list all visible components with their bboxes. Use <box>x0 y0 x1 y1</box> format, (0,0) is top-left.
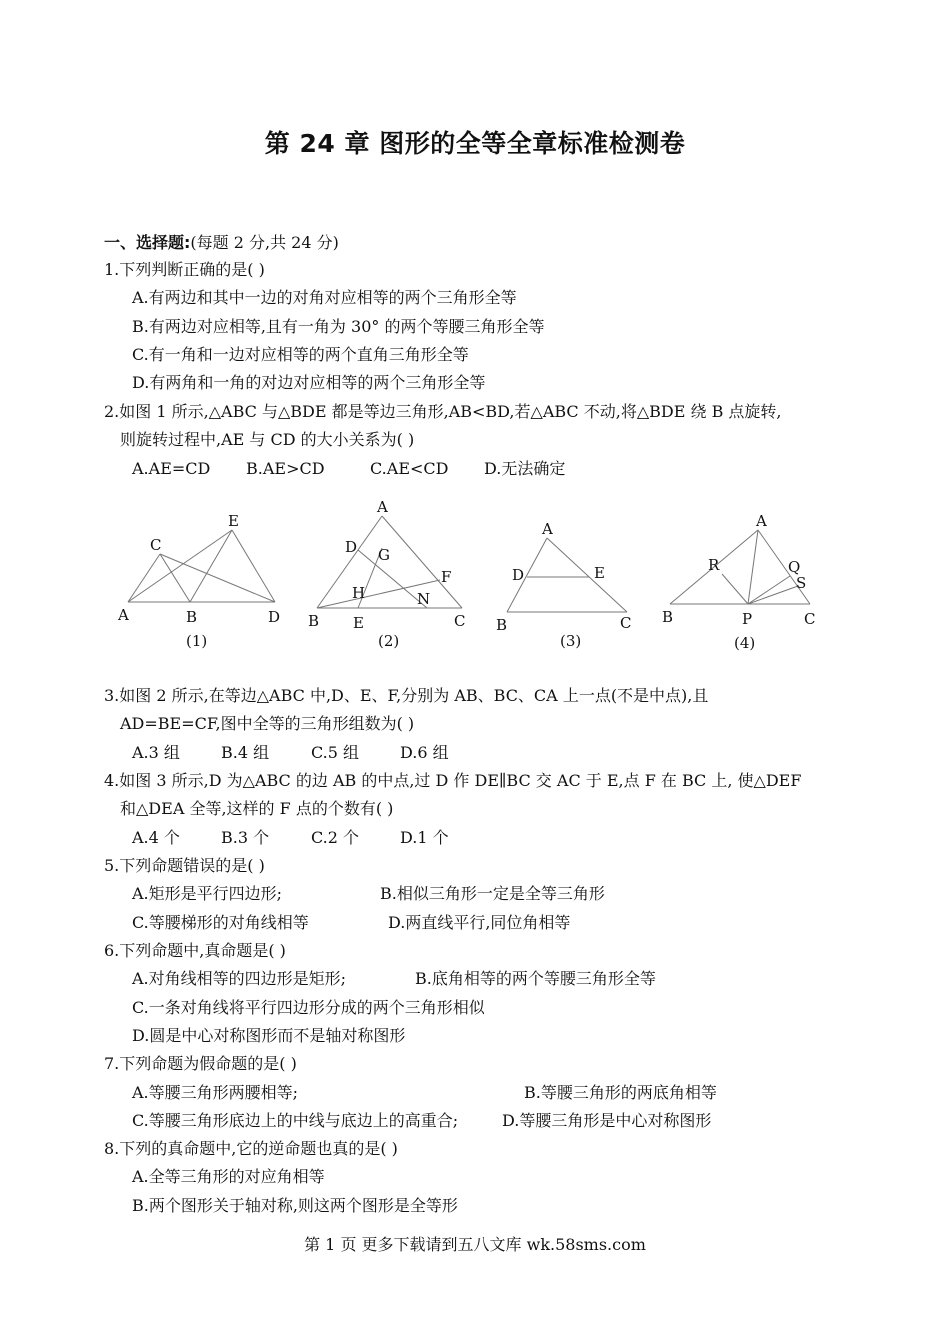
question-4-stem: 4.如图 3 所示,D 为△ABC 的边 AB 的中点,过 D 作 DE∥BC 交 AC 于 E,点 F 在 BC 上, 使△DEF <box>104 771 802 790</box>
page-footer: 第 1 页 更多下载请到五八文库 wk.58sms.com <box>304 1235 646 1254</box>
question-2-option-c: C.AE<CD <box>370 459 449 478</box>
fig4-label-s: S <box>796 574 807 592</box>
fig4-label-r: R <box>708 556 720 574</box>
fig2-label-d: D <box>345 538 358 556</box>
question-4-option-a: A.4 个 <box>132 828 180 847</box>
question-5-option-b: B.相似三角形一定是全等三角形 <box>380 884 605 903</box>
question-3-stem: 3.如图 2 所示,在等边△ABC 中,D、E、F,分别为 AB、BC、CA 上一点(不是中点),且 <box>104 686 709 705</box>
fig2-label-c: C <box>454 612 466 630</box>
fig4-label-c: C <box>804 610 816 628</box>
fig4-label-a: A <box>756 512 767 530</box>
question-8-option-a: A.全等三角形的对应角相等 <box>132 1167 325 1186</box>
section-heading-label: 一、选择题: <box>104 233 191 252</box>
section-heading-note: (每题 2 分,共 24 分) <box>190 233 339 252</box>
question-3-stem-continued: AD=BE=CF,图中全等的三角形组数为( ) <box>120 714 415 733</box>
fig2-label-f: F <box>441 568 452 586</box>
question-5-option-c: C.等腰梯形的对角线相等 <box>132 913 309 932</box>
question-7-option-c: C.等腰三角形底边上的中线与底边上的高重合; <box>132 1111 459 1130</box>
question-3-option-c: C.5 组 <box>311 743 360 762</box>
question-6-stem: 6.下列命题中,真命题是( ) <box>104 941 286 960</box>
question-5-option-a: A.矩形是平行四边形; <box>132 884 283 903</box>
fig3-label-d: D <box>512 566 525 584</box>
section-heading <box>104 232 339 254</box>
question-2-option-a: A.AE=CD <box>132 459 211 478</box>
question-2-option-b: B.AE>CD <box>246 459 325 478</box>
question-1-option-c: C.有一角和一边对应相等的两个直角三角形全等 <box>132 345 469 364</box>
fig3-label-b: B <box>496 616 508 634</box>
page-title: 第 24 章 图形的全等全章标准检测卷 <box>264 129 686 158</box>
question-1-stem: 1.下列判断正确的是( ) <box>104 260 265 279</box>
fig1-caption: (1) <box>186 632 208 650</box>
fig4-label-p: P <box>742 610 753 628</box>
fig4-label-b: B <box>662 608 674 626</box>
question-7-stem: 7.下列命题为假命题的是( ) <box>104 1054 297 1073</box>
question-4-option-d: D.1 个 <box>400 828 449 847</box>
question-3-option-d: D.6 组 <box>400 743 449 762</box>
question-1-option-a: A.有两边和其中一边的对角对应相等的两个三角形全等 <box>132 288 517 307</box>
question-7-option-b: B.等腰三角形的两底角相等 <box>524 1083 717 1102</box>
fig2-label-h: H <box>352 584 366 602</box>
question-3-option-b: B.4 组 <box>221 743 270 762</box>
question-5-option-d: D.两直线平行,同位角相等 <box>388 913 571 932</box>
fig1-label-a: A <box>118 606 129 624</box>
question-6-option-b: B.底角相等的两个等腰三角形全等 <box>415 969 656 988</box>
fig3-label-a: A <box>542 520 553 538</box>
question-4-option-b: B.3 个 <box>221 828 270 847</box>
question-1-option-d: D.有两角和一角的对边对应相等的两个三角形全等 <box>132 373 486 392</box>
question-5-stem: 5.下列命题错误的是( ) <box>104 856 265 875</box>
figure-row <box>110 492 830 662</box>
fig2-label-b: B <box>308 612 320 630</box>
fig2-label-n: N <box>417 590 431 608</box>
figure-3-diagram <box>507 538 627 612</box>
question-3-option-a: A.3 组 <box>132 743 180 762</box>
question-8-option-b: B.两个图形关于轴对称,则这两个图形是全等形 <box>132 1196 458 1215</box>
question-7-option-a: A.等腰三角形两腰相等; <box>132 1083 299 1102</box>
fig1-label-d: D <box>268 608 281 626</box>
fig3-caption: (3) <box>560 632 582 650</box>
fig2-label-a: A <box>377 498 388 516</box>
question-2-stem-continued: 则旋转过程中,AE 与 CD 的大小关系为( ) <box>120 430 415 449</box>
fig1-label-c: C <box>150 536 162 554</box>
fig2-label-g: G <box>378 546 390 564</box>
geometry-figures <box>110 492 830 662</box>
question-6-option-c: C.一条对角线将平行四边形分成的两个三角形相似 <box>132 998 485 1017</box>
question-6-option-d: D.圆是中心对称图形而不是轴对称图形 <box>132 1026 406 1045</box>
question-2-stem: 2.如图 1 所示,△ABC 与△BDE 都是等边三角形,AB<BD,若△ABC 不动,将△BDE 绕 B 点旋转, <box>104 402 782 421</box>
fig3-label-e: E <box>594 564 605 582</box>
fig3-label-c: C <box>620 614 632 632</box>
question-8-stem: 8.下列的真命题中,它的逆命题也真的是( ) <box>104 1139 398 1158</box>
fig1-label-e: E <box>228 512 239 530</box>
fig1-label-b: B <box>186 608 198 626</box>
question-4-stem-continued: 和△DEA 全等,这样的 F 点的个数有( ) <box>120 799 394 818</box>
fig2-label-e: E <box>353 614 364 632</box>
question-2-option-d: D.无法确定 <box>484 459 566 478</box>
fig4-caption: (4) <box>734 634 756 652</box>
fig4-label-q: Q <box>788 558 801 576</box>
question-6-option-a: A.对角线相等的四边形是矩形; <box>132 969 347 988</box>
question-4-option-c: C.2 个 <box>311 828 360 847</box>
question-7-option-d: D.等腰三角形是中心对称图形 <box>502 1111 712 1130</box>
fig2-caption: (2) <box>378 632 400 650</box>
question-1-option-b: B.有两边对应相等,且有一角为 30° 的两个等腰三角形全等 <box>132 317 545 336</box>
